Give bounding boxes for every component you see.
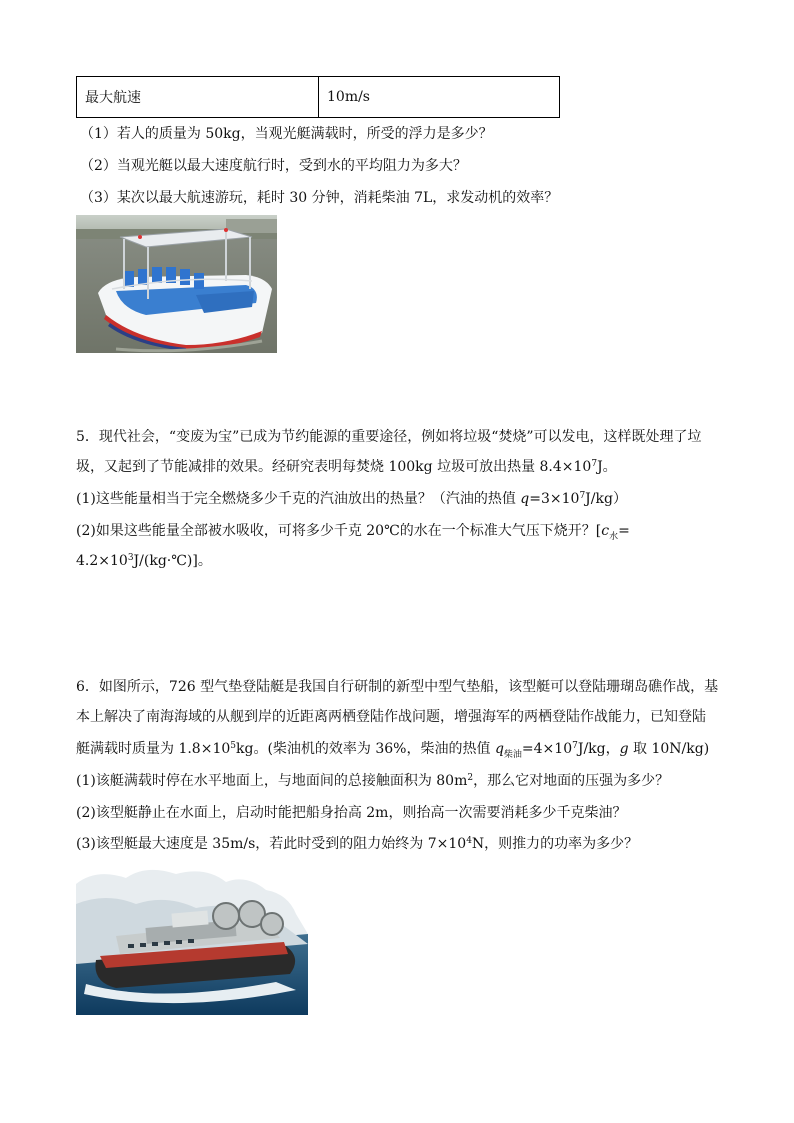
table-row <box>77 77 560 118</box>
problem5-intro-line2: 圾，又起到了节能减排的效果。经研究表明每焚烧 100kg 垃圾可放出热量 $8.4\times 10^7J$。 <box>76 459 617 475</box>
spec-label-max-speed: 最大航速 <box>77 77 319 118</box>
problem6-intro-line2: 本上解决了南海海域的从舰到岸的近距离两栖登陆作战问题，增强海军的两栖登陆作战能力，已知登陆 <box>76 709 706 725</box>
problem6-question2: (2)该型艇静止在水面上，启动时能把船身抬高 2m，则抬高一次需要消耗多少千克柴油？ <box>76 805 627 821</box>
problem6-intro-line1: 6．如图所示，726 型气垫登陆艇是我国自行研制的新型中型气垫船，该型艇可以登陆珊瑚岛礁作战，基 <box>76 679 719 695</box>
spec-table <box>76 76 560 118</box>
problem4-question1: （1）若人的质量为 50kg，当观光艇满载时，所受的浮力是多少？ <box>80 126 493 142</box>
problem5-question2-cont: $4.2\times 10^3J/(kg\cdot℃)$]。 <box>76 553 212 569</box>
problem5-intro-line1: 5．现代社会，“变废为宝”已成为节约能源的重要途径，例如将垃圾“焚烧”可以发电，这样既处理了垃 <box>76 429 702 445</box>
problem4-question3: （3）某次以最大航速游玩，耗时 30 分钟，消耗柴油 7L，求发动机的效率？ <box>80 190 559 206</box>
problem6-question1: (1)该艇满载时停在水平地面上，与地面间的总接触面积为 $80m^2$，那么它对地面的压强为多少？ <box>76 773 670 789</box>
problem4-question2: （2）当观光艇以最大速度航行时，受到水的平均阻力为多大？ <box>80 158 467 174</box>
problem6-intro-line3: 艇满载时质量为 $1.8\times 10^5kg$。(柴油机的效率为 36%，柴油的热值 $q_{柴油}=4\times 10^7J/kg$，g 取 10N/kg) <box>76 741 710 760</box>
problem5-question2: (2)如果这些能量全部被水吸收，可将多少千克 20℃的水在一个标准大气压下烧开？[$c_水=$ <box>76 523 630 542</box>
problem6-question3: (3)该型艇最大速度是 35m/s，若此时受到的阻力始终为 $7\times 10^4N$，则推力的功率为多少？ <box>76 836 639 852</box>
problem5-question1: (1)这些能量相当于完全燃烧多少千克的汽油放出的热量？（汽油的热值 $q=3\times 10^7J/kg$） <box>76 491 627 507</box>
hovercraft-image <box>76 864 308 1015</box>
sightseeing-boat-image <box>76 215 277 353</box>
spec-value-max-speed: 10m/s <box>319 77 560 118</box>
